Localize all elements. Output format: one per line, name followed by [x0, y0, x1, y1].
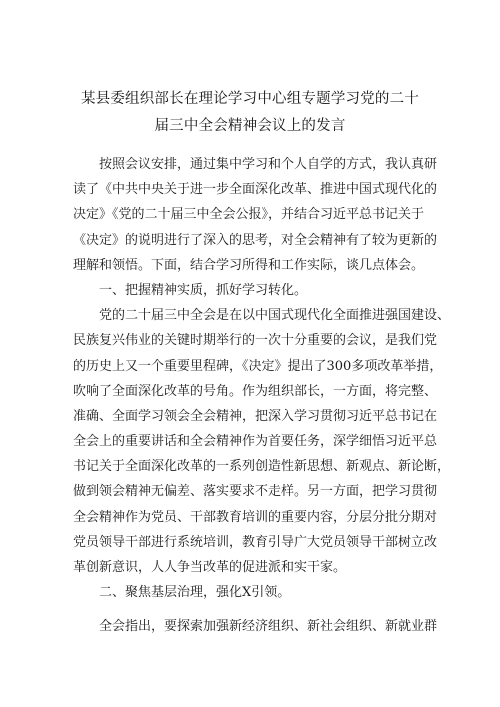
heading-line: 二、聚焦基层治理，强化X引领。 [99, 585, 291, 601]
document-body [73, 152, 451, 640]
text-line: 准确、全面学习领会全会精神，把深入学习贯彻习近平总书记在 [73, 408, 438, 424]
text-line: 党员领导干部进行系统培训，教育引导广大党员领导干部树立改 [73, 534, 438, 550]
text-line: 按照会议安排，通过集中学习和个人自学的方式，我认真研 [99, 157, 438, 172]
text-line: 读了《中共中央关于进一步全面深化改革、推进中国式现代化的 [73, 182, 438, 198]
text-line: 做到领会精神无偏差、落实要求不走样。另一方面，把学习贯彻 [73, 484, 438, 500]
text-line: 革创新意识，人人争当改革的促进派和实干家。 [73, 560, 347, 575]
text-line: 《决定》的说明进行了深入的思考，对全会精神有了较为更新的 [73, 232, 438, 248]
text-line: 书记关于全面深化改革的一系列创造性新思想、新观点、新论断， [73, 459, 451, 475]
title-line: 届三中全会精神会议上的发言 [154, 118, 346, 134]
text-line: 党的二十届三中全会是在以中国式现代化全面推进强国建设、 [99, 308, 451, 324]
heading-line: 一、把握精神实质，抓好学习转化。 [99, 282, 308, 298]
text-line: 决定》《党的二十届三中全会公报》，并结合习近平总书记关于 [73, 207, 425, 223]
text-line: 的历史上又一个重要里程碑，《决定》提出了300多项改革举措， [73, 358, 443, 374]
text-line: 民族复兴伟业的关键时期举行的一次十分重要的会议，是我们党 [73, 333, 438, 349]
paragraph-section-1 [73, 303, 451, 580]
title-line: 某县委组织部长在理论学习中心组专题学习党的二十 [80, 91, 420, 107]
section-heading-2 [73, 580, 433, 605]
text-line: 理解和领悟。下面，结合学习所得和工作实际，谈几点体会。 [73, 257, 425, 273]
text-line: 吹响了全面深化改革的号角。作为组织部长，一方面，将完整、 [73, 383, 438, 399]
section-heading-1 [73, 278, 433, 303]
text-line: 全会指出，要探索加强新经济组织、新社会组织、新就业群 [99, 619, 438, 635]
text-line: 全会上的重要讲话和全会精神作为首要任务，深学细悟习近平总 [73, 434, 438, 450]
text-line: 全会精神作为党员、干部教育培训的重要内容，分层分批分期对 [73, 509, 438, 525]
paragraph-intro [73, 152, 438, 278]
document-title [60, 86, 440, 140]
paragraph-section-2 [73, 614, 438, 639]
